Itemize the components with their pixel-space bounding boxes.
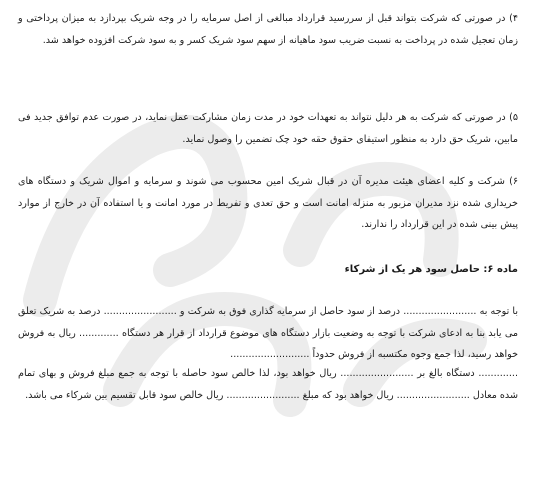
page-bottom-edge	[0, 466, 538, 480]
article-6-paragraph-1: با توجه به ........................ درصد از سود حاصل از سرمایه گذاری فوق به شرکت و ........................ درصد به شریک تعلق می یابد بنا به ادعای شرکت با توجه به وضعیت بازار دستگاه های موضوع قرارداد از قرار هر دستگاه ............. ریال به فروش خواهد رسید، لذا جمع وجوه مکتسبه از فروش حدوداً ..........................	[18, 306, 518, 360]
clause-5: ۵) در صورتی که شرکت به هر دلیل نتواند به تعهدات خود در مدت زمان مشارکت عمل نماید، در صورت عدم توافق جدید فی مابین، شریک حق دارد به منظور استیفای حقوق حقه خود چک تضمین را وصول نماید.	[18, 112, 518, 145]
clause-6: ۶) شرکت و کلیه اعضای هیئت مدیره آن در قبال شریک امین محسوب می شوند و سرمایه و اموال شریک و دستگاه های خریداری شده نزد مدیران مزبور به منزله امانت است و حق تعدی و تفریط در مورد امانت و یا استفاده آن در خارج از موارد پیش بینی شده در این قرارداد را ندارند.	[18, 176, 518, 230]
article-6-heading: ماده ۶: حاصل سود هر یک از شرکاء	[344, 264, 518, 275]
clause-4: ۴) در صورتی که شرکت بتواند قبل از سررسید قرارداد مبالغی از اصل سرمایه را در وجه شریک بپردازد به میزان پرداختی و زمان تعجیل شده در پرداخت به نسبت ضریب سود ماهیانه از سهم سود شریک کسر و به سود شرکت افزوده خواهد شد.	[18, 13, 518, 46]
article-6-paragraph-2: ............. دستگاه بالغ بر ........................ ریال خواهد بود، لذا خالص سود حاصله با توجه به جمع مبلغ فروش و بهای تمام شده معادل ........................ ریال خواهد بود که مبلغ ........................ ریال خالص سود قابل تقسیم بین شرکاء می باشد.	[18, 368, 518, 401]
